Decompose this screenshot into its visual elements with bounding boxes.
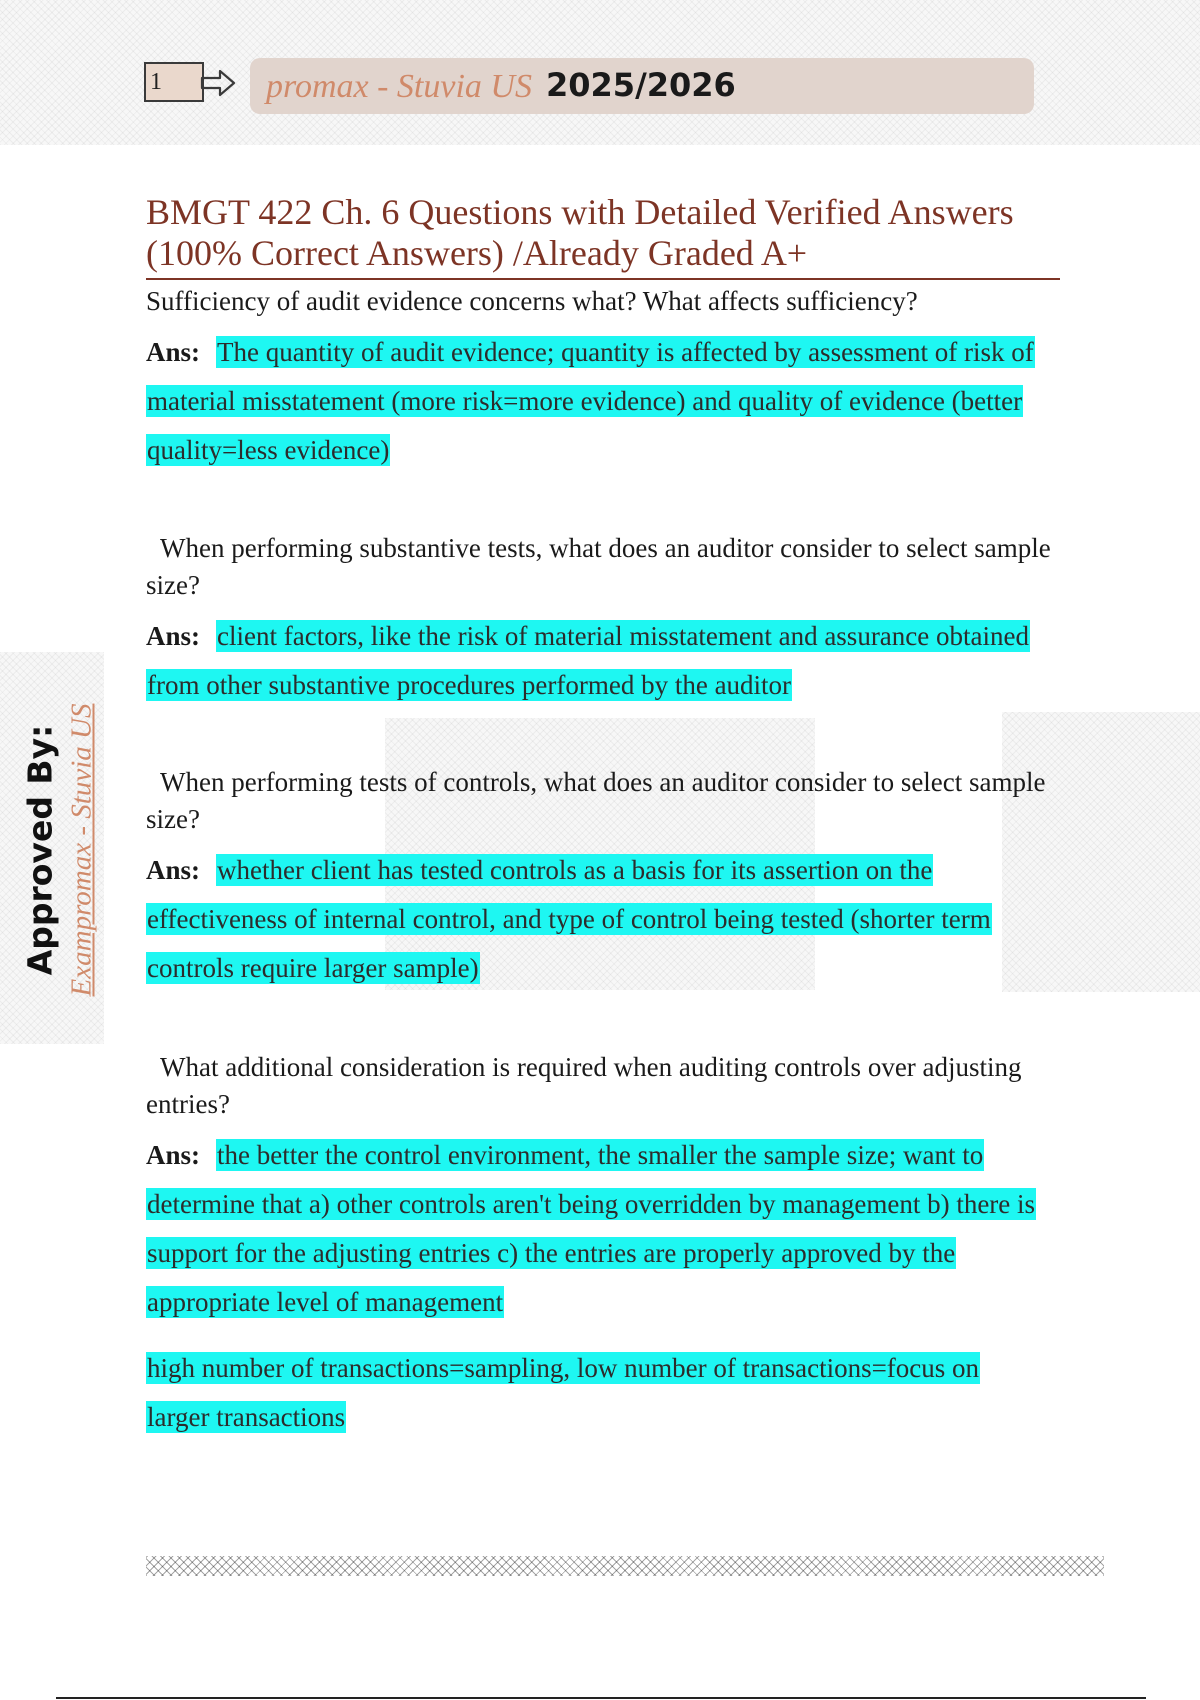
answer-2 (146, 612, 1066, 710)
question-1: Sufficiency of audit evidence concerns what? What affects sufficiency? (146, 286, 918, 316)
header-year: 2025/2026 (546, 66, 736, 104)
header-author: promax - Stuvia US (266, 68, 532, 105)
extra-answer-text: high number of transactions=sampling, low number of transactions=focus on larger transactions (147, 1353, 980, 1432)
answer-label: Ans: (146, 1140, 201, 1170)
page-number: 1 (150, 69, 162, 95)
footer-hatch-strip (146, 1556, 1104, 1576)
answer-4 (146, 1131, 1066, 1327)
answer-label: Ans: (146, 621, 201, 651)
page-number-box (144, 62, 204, 102)
document-title: BMGT 422 Ch. 6 Questions with Detailed Verified Answers (100% Correct Answers) /Already Graded A+ (146, 192, 1060, 280)
examiner-link[interactable]: Exampromax - Stuvia US (65, 703, 98, 997)
question-3: When performing tests of controls, what does an auditor consider to select sample size? (146, 767, 1046, 834)
extra-answer (146, 1344, 1046, 1442)
answer-4-text: the better the control environment, the smaller the sample size; want to determine that a) other controls aren't being overridden by management b) there is support for the adjusting entries c) the entries are properly approved by the appropriate level of management (147, 1140, 1036, 1317)
bottom-divider (56, 1697, 1146, 1699)
arrow-right-icon (200, 68, 236, 98)
answer-1-text: The quantity of audit evidence; quantity is affected by assessment of risk of material misstatement (more risk=more evidence) and quality of evidence (better quality=less evidence) (147, 337, 1034, 465)
approved-by-label: Approved By: (20, 724, 60, 976)
question-4: What additional consideration is required when auditing controls over adjusting entries? (146, 1052, 1022, 1119)
answer-label: Ans: (146, 337, 201, 367)
question-2: When performing substantive tests, what does an auditor consider to select sample size? (146, 533, 1051, 600)
answer-2-text: client factors, like the risk of material misstatement and assurance obtained from other substantive procedures performed by the auditor (147, 621, 1029, 700)
answer-1 (146, 328, 1066, 475)
answer-label: Ans: (146, 855, 201, 885)
answer-3 (146, 846, 1066, 993)
answer-3-text: whether client has tested controls as a basis for its assertion on the effectiveness of internal control, and type of control being tested (shorter term controls require larger sample) (147, 855, 991, 983)
